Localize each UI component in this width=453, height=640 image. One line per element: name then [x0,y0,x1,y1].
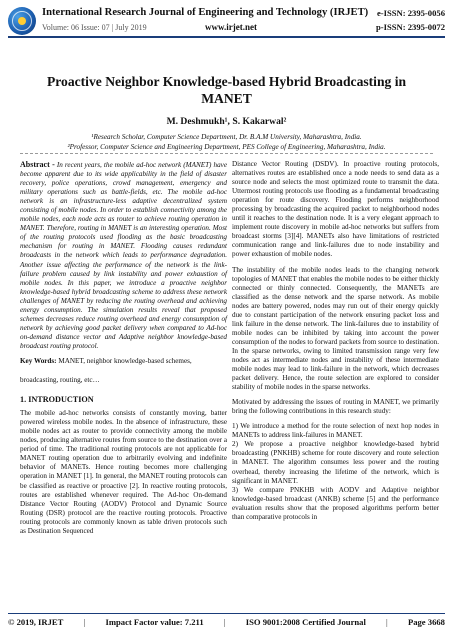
paper-title: Proactive Neighbor Knowledge-based Hybrid Broadcasting in MANET [46,74,407,106]
section-separator [20,153,433,159]
footer-page-number: Page 3668 [407,617,445,627]
affiliation-1: ¹Research Scholar, Computer Science Department, Dr. B.A.M University, Maharashtra, India. [91,133,362,141]
contribution-3: 3) We compare PNKHB with AODV and Adaptive neighbor knowledge-based broadcast (ANKB) scheme [5] and the performance evaluation results show that the proposed algorithms perform better than comparative protocols in [232,485,439,521]
keywords-text: MANET, neighbor knowledge-based schemes, [56,356,192,365]
keywords-label: Key Words: [20,356,57,365]
logo-core [18,17,26,25]
introduction-heading: 1. INTRODUCTION [20,395,94,405]
footer-separator-1: | [83,617,86,627]
journal-logo [8,7,36,35]
body-paragraph-1: Distance Vector Routing (DSDV). In proactive routing protocols, alternatives routes are established once a node needs to send data as a source node and selects the most optimized route to transmit the data. Uttermost routing protocols use flooding as a fundamental broadcasting operation for route discovery. Flooding performs neighborhood processing by broadcasting the acquired packet to neighborhood nodes until it reaches to the destination node. It is a very elegant approach to implement route discovery in mobile ad-hoc networks but suffers from broadcast storms [3][4]. MANETs also have limitations of restricted communication range and link-failures due to node instability and power exhaustion of mobile nodes. [232,160,439,259]
introduction-paragraph: The mobile ad-hoc networks consists of constantly moving, batter powered wireless mobile nodes. In the absence of infrastructure, these mobile nodes act as router to provide connectivity among the mobile nodes, producing alternative routes from source to the destination over a period of time. The traditional routing protocols are not applicable for MANET routing operation due to arbitrarily evolving and indefinite behavior of MANETs. Hence routing becomes more challenging operation in MANET [1]. In general, the MANET routing protocols can be classified as reactive or proactive [2]. In reactive routing protocols, routes are established whenever required. The Ad-hoc On-demand Distance Vector Routing (AODV) Protocol and Dynamic Source Routing (DSR) protocol are the reactive routing protocols. Proactive routing protocols are commonly known as table driven protocols such as Destination Sequenced [20,409,227,535]
footer-impact-factor: Impact Factor value: 7.211 [105,617,204,627]
body-paragraph-3: Motivated by addressing the issues of routing in MANET, we primarily bring the following contributions in this research study: [232,398,439,416]
paper-authors: M. Deshmukh¹, S. Kakarwal² [166,116,287,127]
journal-header [0,0,453,58]
volume-info: Volume: 06 Issue: 07 | July 2019 [42,23,147,32]
contribution-2: 2) We propose a proactive neighbor knowledge-based hybrid broadcasting (PNKHB) scheme for route discovery and route selection in MANET. The algorithm consumes less power and the routing overhead, thereby increasing the lifetime of the network, which is significant in MANET. [232,440,439,485]
footer-copyright: © 2019, IRJET [8,617,64,627]
body-paragraph-2: The instability of the mobile nodes leads to the changing network topologies of MANET that enables the mobile nodes to be either thickly connected or thinly connected. Consequently, the MANETs are classified as the dense network and the sparse network. As mobile nodes are battery powered, nodes may run out of their energy quickly due to constant participation of the network ensuring packet loss and link failure in the dense network. The link-failures due to instability of mobile nodes can be inhibited by taking into account the power consumption of the nodes to forward packets from source to destination. In the sparse networks, owing to limited transmission range very few nodes act as intermediate nodes and instability of these intermediate mobile nodes may lead to link-failure in the network, which decreases packet delivery. Hence, the route selection are explored to consider stability of mobile nodes in the sparse networks. [232,265,439,392]
footer-divider [8,613,445,614]
e-issn: e-ISSN: 2395-0056 [376,8,445,18]
left-column [20,160,227,542]
abstract [20,160,227,351]
p-issn: p-ISSN: 2395-0072 [376,22,445,32]
contribution-1: 1) We introduce a method for the route selection of next hop nodes in MANETs to address link-failures in MANET. [232,422,439,440]
abstract-label: Abstract - [20,160,55,169]
journal-name: International Research Journal of Engineering and Technology (IRJET) [42,7,369,18]
affiliation-2: ²Professor, Computer Science and Engineering Department, PES College of Engineering, Maharashtra, India. [67,143,386,151]
journal-website[interactable]: www.irjet.net [205,22,257,32]
footer-separator-2: | [223,617,226,627]
header-divider [8,36,445,38]
footer-iso: ISO 9001:2008 Certified Journal [245,617,366,627]
keywords-continued: broadcasting, routing, etc… [20,376,100,385]
abstract-text: In recent years, the mobile ad-hoc network (MANET) have become apparent due to its wide applicability in the field of disaster recovery, police operations, crowd management, emergency and military operations such as battle-fields, etc. The mobile ad-hoc network is an infrastructure-less adaptive decentralized system consisting of mobile nodes. In order to establish connectivity among the mobile nodes, each node acts as router to achieve routing operation in MANET. Therefore, routing in MANET is an interesting operation. Most of the routing protocols used flooding as the basic broadcasting mechanism for routing in MANET. Flooding causes redundant broadcasts in the network which leads to performance degradation. Another issue affecting the performance of the network is the link-failure problem caused by link instability and power exhaustion of mobile nodes. In this paper, we introduce a proactive neighbor knowledge-based hybrid broadcasting scheme to address these network challenges of MANET by reducing the routing overhead and achieving energy consumption. The simulation results reveal that proposed schemes decreases reduce routing overhead and energy consumption of network by achieving good packet delivery when compared to Ad-hoc on-demand distance vector and Adaptive neighbor knowledge-based broadcast routing protocol. [20,161,227,350]
page-footer [8,617,445,627]
footer-separator-3: | [386,617,388,627]
right-column [232,160,439,522]
keywords [20,357,227,366]
